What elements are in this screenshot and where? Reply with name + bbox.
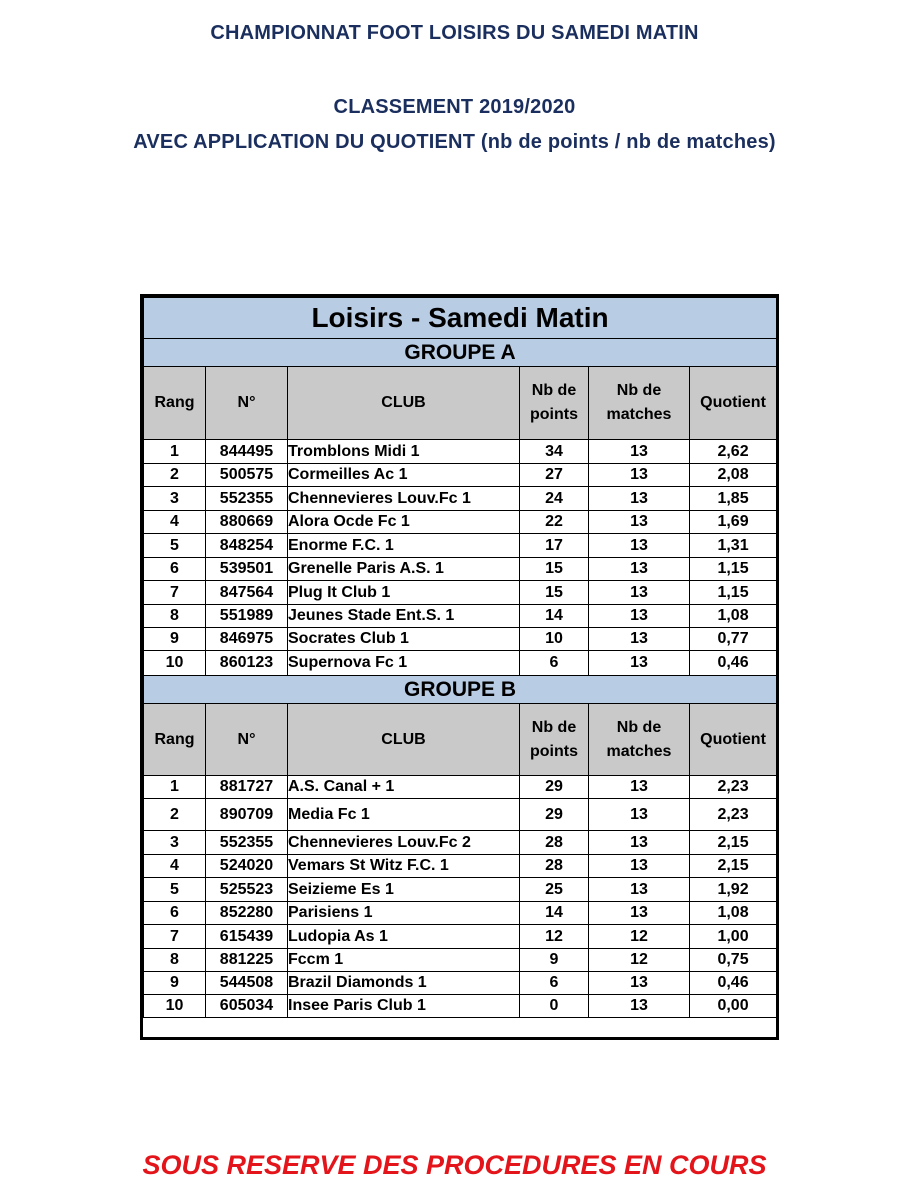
cell-quotient: 1,08 <box>690 902 777 925</box>
cell-points: 15 <box>520 581 589 605</box>
standings-table <box>143 297 777 1018</box>
cell-rang: 5 <box>144 534 206 558</box>
table-row <box>144 799 777 831</box>
cell-matches: 13 <box>589 464 690 487</box>
table-row <box>144 464 777 487</box>
cell-numero: 844495 <box>206 440 288 464</box>
cell-club: Plug It Club 1 <box>288 581 520 605</box>
cell-matches: 13 <box>589 440 690 464</box>
cell-rang: 7 <box>144 925 206 949</box>
cell-points: 15 <box>520 558 589 581</box>
cell-numero: 846975 <box>206 628 288 651</box>
cell-numero: 890709 <box>206 799 288 831</box>
column-header-row <box>144 367 777 440</box>
cell-points: 14 <box>520 605 589 628</box>
header-rang <box>144 367 206 440</box>
header-points <box>520 367 589 440</box>
cell-numero: 852280 <box>206 902 288 925</box>
cell-quotient: 2,15 <box>690 855 777 878</box>
cell-quotient: 1,92 <box>690 878 777 902</box>
cell-quotient: 2,23 <box>690 776 777 799</box>
header-rang-line: Rang <box>154 730 195 748</box>
table-row <box>144 558 777 581</box>
table-title: Loisirs - Samedi Matin <box>144 298 777 339</box>
cell-numero: 860123 <box>206 651 288 676</box>
column-header-row <box>144 704 777 776</box>
cell-club: Brazil Diamonds 1 <box>288 972 520 995</box>
header-club-line: CLUB <box>381 730 426 748</box>
cell-quotient: 2,08 <box>690 464 777 487</box>
cell-quotient: 1,00 <box>690 925 777 949</box>
header-numero-line: N° <box>237 730 256 748</box>
cell-points: 17 <box>520 534 589 558</box>
cell-quotient: 2,15 <box>690 831 777 855</box>
cell-rang: 8 <box>144 605 206 628</box>
cell-club: Vemars St Witz F.C. 1 <box>288 855 520 878</box>
header-numero <box>206 704 288 776</box>
cell-matches: 13 <box>589 628 690 651</box>
cell-matches: 12 <box>589 949 690 972</box>
cell-matches: 13 <box>589 487 690 511</box>
table-row <box>144 605 777 628</box>
table-title-row <box>144 298 777 339</box>
season-subtitle: CLASSEMENT 2019/2020 <box>333 96 576 118</box>
group-banner-row <box>144 676 777 704</box>
table-row <box>144 511 777 534</box>
cell-numero: 524020 <box>206 855 288 878</box>
cell-matches: 13 <box>589 651 690 676</box>
cell-club: Jeunes Stade Ent.S. 1 <box>288 605 520 628</box>
table-row <box>144 651 777 676</box>
cell-rang: 2 <box>144 799 206 831</box>
cell-points: 27 <box>520 464 589 487</box>
cell-points: 25 <box>520 878 589 902</box>
cell-club: Media Fc 1 <box>288 799 520 831</box>
cell-rang: 9 <box>144 972 206 995</box>
cell-numero: 848254 <box>206 534 288 558</box>
cell-rang: 6 <box>144 558 206 581</box>
header-matches-line: Nb de <box>616 718 662 736</box>
cell-rang: 2 <box>144 464 206 487</box>
quotient-subtitle: AVEC APPLICATION DU QUOTIENT (nb de points / nb de matches) <box>133 131 776 153</box>
table-row <box>144 949 777 972</box>
header-points <box>520 704 589 776</box>
cell-club: Socrates Club 1 <box>288 628 520 651</box>
header-rang-line: Rang <box>154 394 195 411</box>
cell-club: Chennevieres Louv.Fc 2 <box>288 831 520 855</box>
header-points-line: Nb de <box>531 382 577 399</box>
cell-club: Fccm 1 <box>288 949 520 972</box>
cell-quotient: 1,31 <box>690 534 777 558</box>
cell-quotient: 0,46 <box>690 972 777 995</box>
header-quotient <box>690 704 777 776</box>
cell-numero: 881727 <box>206 776 288 799</box>
table-row <box>144 534 777 558</box>
cell-quotient: 0,75 <box>690 949 777 972</box>
cell-numero: 552355 <box>206 831 288 855</box>
cell-numero: 605034 <box>206 995 288 1018</box>
cell-matches: 13 <box>589 534 690 558</box>
table-row <box>144 628 777 651</box>
cell-club: A.S. Canal + 1 <box>288 776 520 799</box>
cell-club: Seizieme Es 1 <box>288 878 520 902</box>
cell-club: Chennevieres Louv.Fc 1 <box>288 487 520 511</box>
cell-rang: 4 <box>144 855 206 878</box>
cell-club: Alora Ocde Fc 1 <box>288 511 520 534</box>
cell-points: 10 <box>520 628 589 651</box>
cell-points: 29 <box>520 799 589 831</box>
header-club <box>288 367 520 440</box>
cell-rang: 10 <box>144 995 206 1018</box>
cell-rang: 8 <box>144 949 206 972</box>
table-row <box>144 972 777 995</box>
cell-points: 0 <box>520 995 589 1018</box>
header-club <box>288 704 520 776</box>
cell-numero: 552355 <box>206 487 288 511</box>
cell-numero: 525523 <box>206 878 288 902</box>
cell-matches: 13 <box>589 605 690 628</box>
table-row <box>144 995 777 1018</box>
header-points-line: points <box>530 742 578 760</box>
cell-matches: 13 <box>589 831 690 855</box>
cell-numero: 544508 <box>206 972 288 995</box>
cell-quotient: 1,15 <box>690 581 777 605</box>
cell-rang: 5 <box>144 878 206 902</box>
cell-points: 6 <box>520 972 589 995</box>
cell-points: 29 <box>520 776 589 799</box>
table-row <box>144 902 777 925</box>
cell-matches: 12 <box>589 925 690 949</box>
cell-matches: 13 <box>589 511 690 534</box>
cell-rang: 3 <box>144 831 206 855</box>
cell-quotient: 1,85 <box>690 487 777 511</box>
cell-rang: 9 <box>144 628 206 651</box>
table-row <box>144 487 777 511</box>
cell-rang: 7 <box>144 581 206 605</box>
cell-matches: 13 <box>589 995 690 1018</box>
cell-matches: 13 <box>589 581 690 605</box>
cell-points: 6 <box>520 651 589 676</box>
cell-matches: 13 <box>589 972 690 995</box>
cell-quotient: 1,08 <box>690 605 777 628</box>
cell-points: 28 <box>520 831 589 855</box>
cell-club: Enorme F.C. 1 <box>288 534 520 558</box>
cell-matches: 13 <box>589 776 690 799</box>
cell-rang: 1 <box>144 776 206 799</box>
cell-rang: 6 <box>144 902 206 925</box>
cell-quotient: 2,62 <box>690 440 777 464</box>
header-matches <box>589 367 690 440</box>
table-row <box>144 831 777 855</box>
page-title: CHAMPIONNAT FOOT LOISIRS DU SAMEDI MATIN <box>210 22 699 44</box>
cell-quotient: 0,00 <box>690 995 777 1018</box>
cell-matches: 13 <box>589 902 690 925</box>
cell-quotient: 0,46 <box>690 651 777 676</box>
cell-club: Cormeilles Ac 1 <box>288 464 520 487</box>
cell-points: 22 <box>520 511 589 534</box>
cell-numero: 500575 <box>206 464 288 487</box>
standings-table-container <box>140 294 779 1040</box>
cell-matches: 13 <box>589 855 690 878</box>
cell-numero: 881225 <box>206 949 288 972</box>
cell-points: 28 <box>520 855 589 878</box>
cell-numero: 847564 <box>206 581 288 605</box>
reserve-notice: SOUS RESERVE DES PROCEDURES EN COURS <box>142 1150 767 1180</box>
table-row <box>144 925 777 949</box>
header-numero-line: N° <box>237 394 256 411</box>
header-matches-line: matches <box>606 406 672 423</box>
cell-points: 24 <box>520 487 589 511</box>
header-numero <box>206 367 288 440</box>
cell-club: Grenelle Paris A.S. 1 <box>288 558 520 581</box>
cell-quotient: 2,23 <box>690 799 777 831</box>
cell-club: Ludopia As 1 <box>288 925 520 949</box>
cell-rang: 3 <box>144 487 206 511</box>
header-quotient-line: Quotient <box>700 394 766 411</box>
cell-matches: 13 <box>589 799 690 831</box>
cell-rang: 10 <box>144 651 206 676</box>
cell-points: 9 <box>520 949 589 972</box>
group-title: GROUPE B <box>144 676 777 704</box>
header-matches-line: matches <box>606 742 672 760</box>
cell-quotient: 1,15 <box>690 558 777 581</box>
header-points-line: points <box>530 406 578 423</box>
cell-quotient: 1,69 <box>690 511 777 534</box>
header-points-line: Nb de <box>531 718 577 736</box>
cell-matches: 13 <box>589 878 690 902</box>
header-quotient <box>690 367 777 440</box>
cell-rang: 4 <box>144 511 206 534</box>
cell-numero: 551989 <box>206 605 288 628</box>
cell-matches: 13 <box>589 558 690 581</box>
table-row <box>144 440 777 464</box>
group-banner-row <box>144 339 777 367</box>
cell-points: 34 <box>520 440 589 464</box>
cell-club: Supernova Fc 1 <box>288 651 520 676</box>
header-matches <box>589 704 690 776</box>
cell-points: 12 <box>520 925 589 949</box>
cell-numero: 539501 <box>206 558 288 581</box>
header-quotient-line: Quotient <box>700 730 766 748</box>
cell-points: 14 <box>520 902 589 925</box>
cell-numero: 615439 <box>206 925 288 949</box>
header-club-line: CLUB <box>381 394 426 411</box>
header-matches-line: Nb de <box>616 382 662 399</box>
table-row <box>144 776 777 799</box>
table-row <box>144 878 777 902</box>
header-rang <box>144 704 206 776</box>
cell-club: Insee Paris Club 1 <box>288 995 520 1018</box>
table-row <box>144 581 777 605</box>
cell-club: Parisiens 1 <box>288 902 520 925</box>
cell-numero: 880669 <box>206 511 288 534</box>
group-title: GROUPE A <box>144 339 777 367</box>
cell-quotient: 0,77 <box>690 628 777 651</box>
cell-club: Tromblons Midi 1 <box>288 440 520 464</box>
table-row <box>144 855 777 878</box>
cell-rang: 1 <box>144 440 206 464</box>
